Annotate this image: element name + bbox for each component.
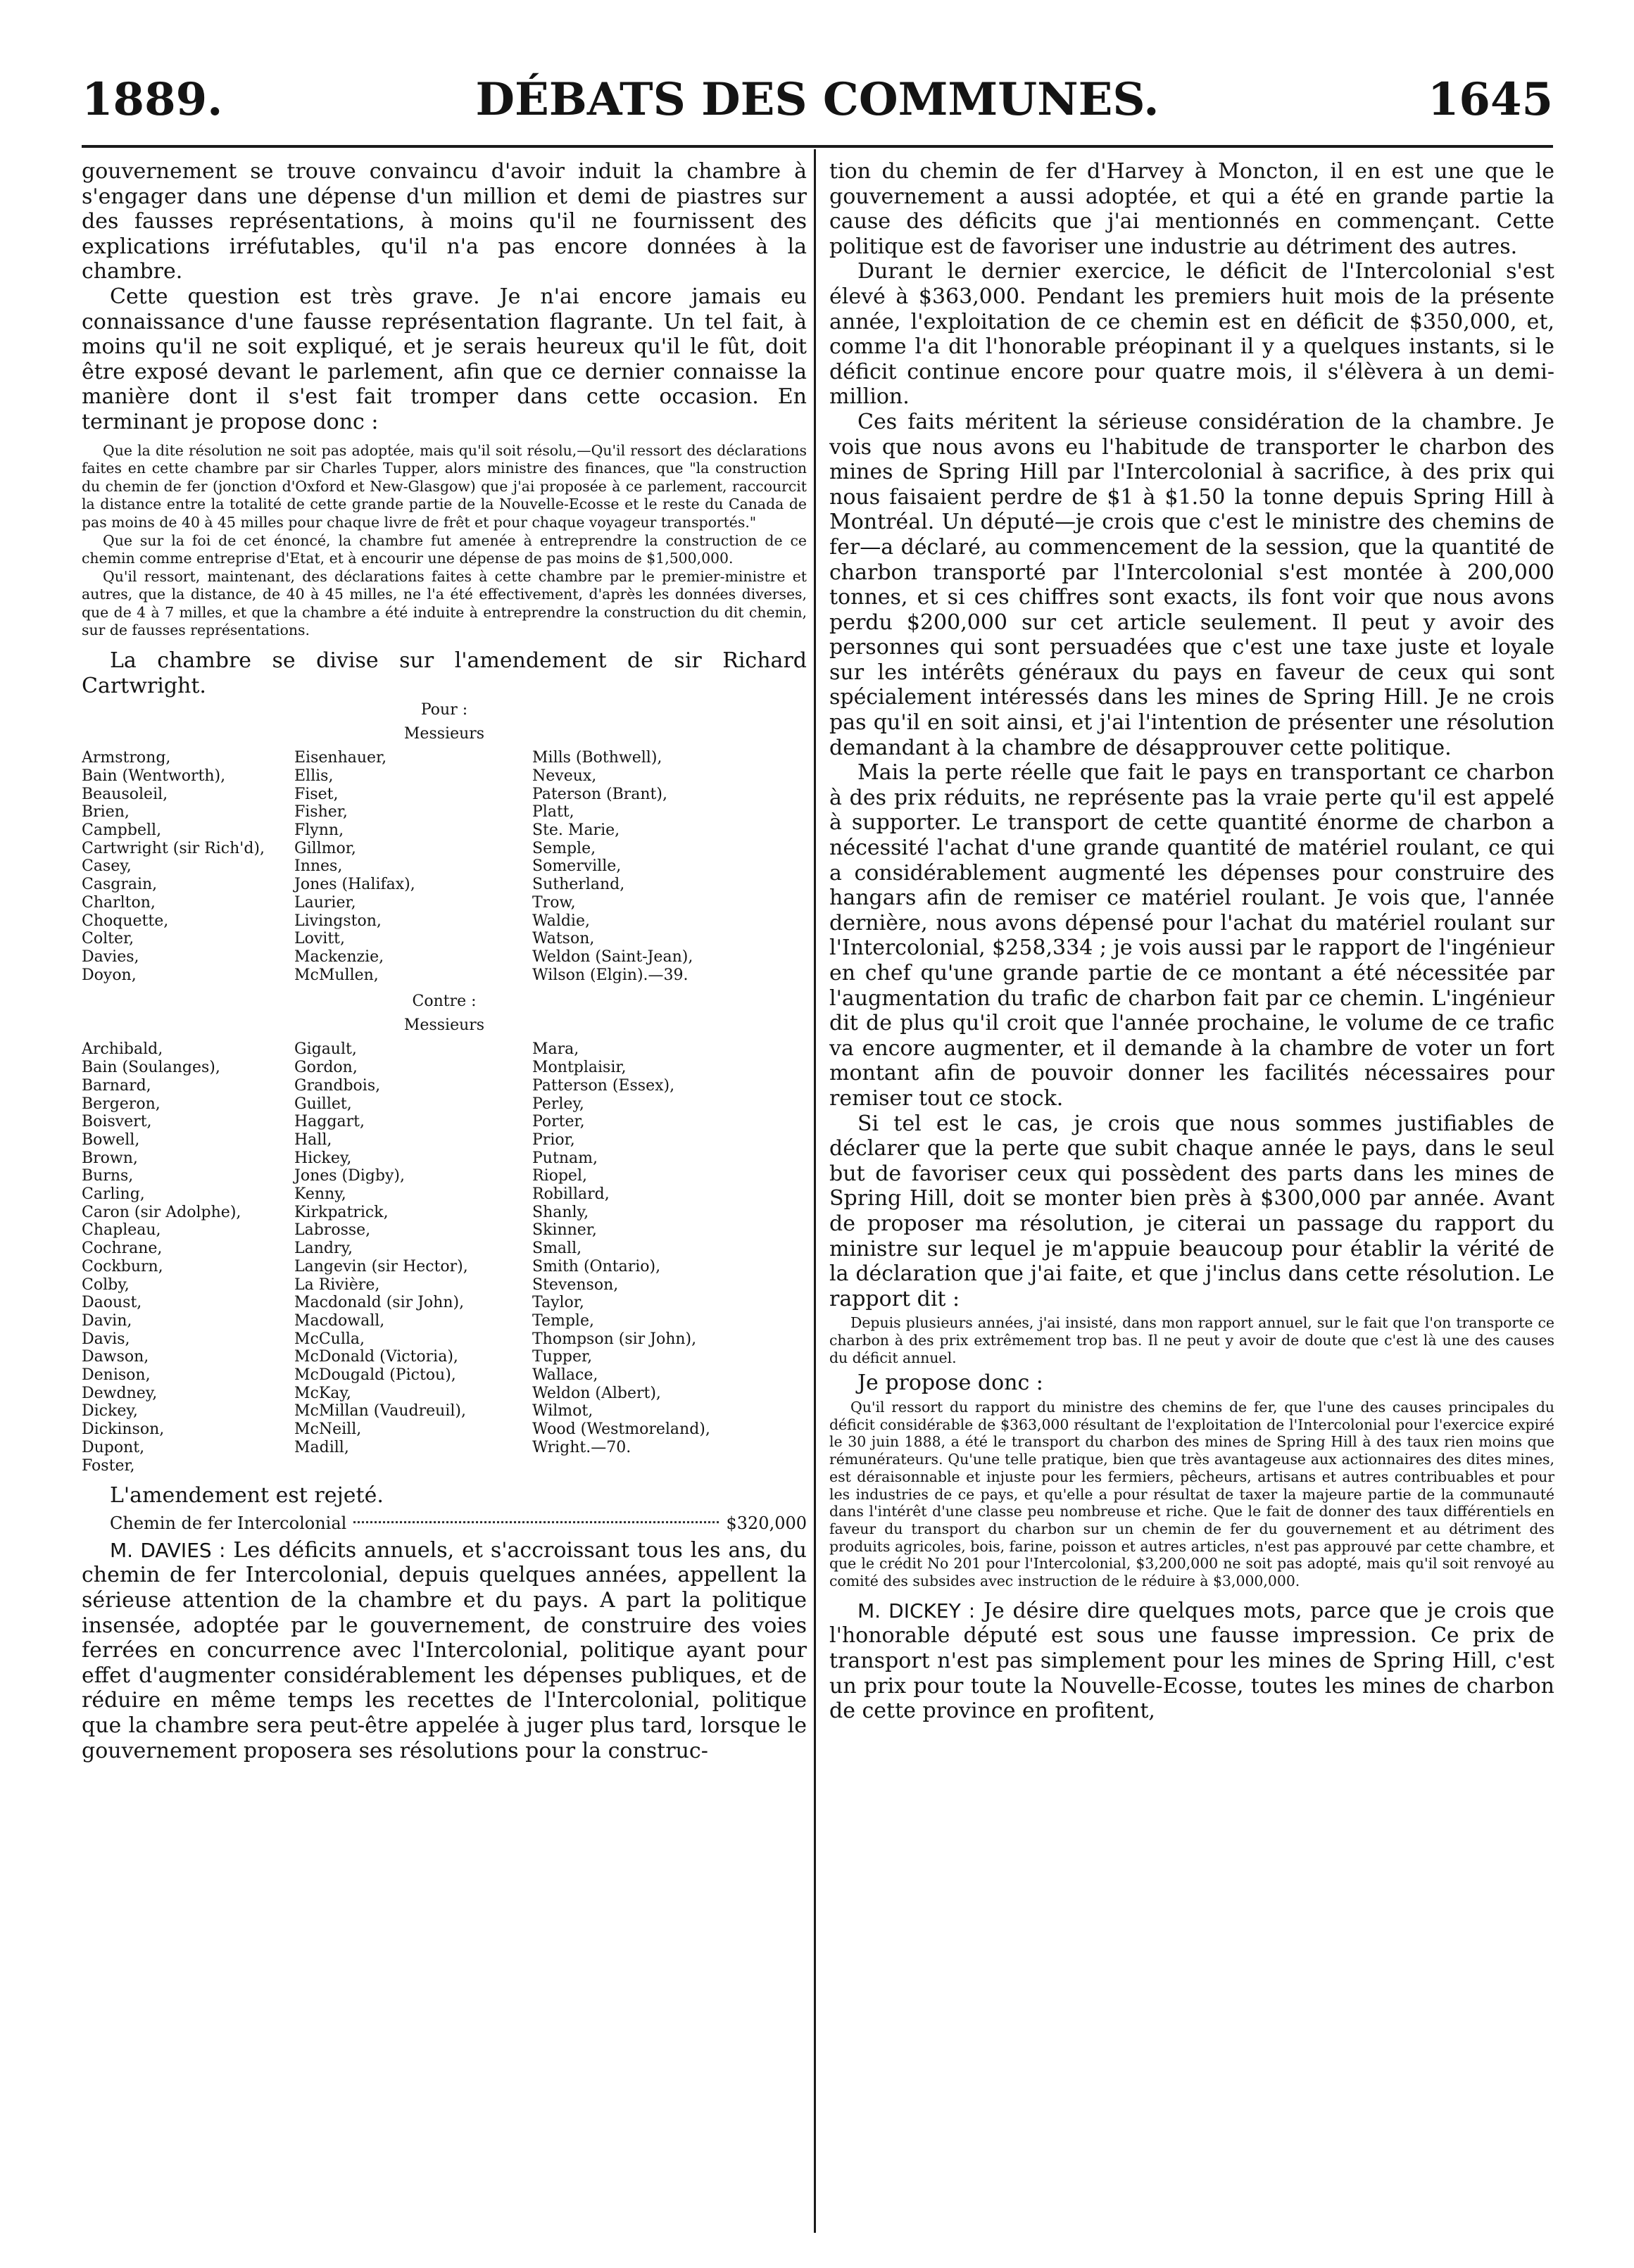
speech-davies: [82, 1538, 807, 1763]
member-name: Grandbois,: [294, 1076, 381, 1095]
member-name: McDougald (Pictou),: [294, 1366, 456, 1385]
member-name: Casey,: [82, 857, 132, 876]
member-name: McKay,: [294, 1384, 351, 1402]
resolution-text: [829, 1399, 1554, 1590]
member-name: Burns,: [82, 1167, 134, 1185]
member-name: Somerville,: [532, 857, 622, 876]
paragraph: Durant le dernier exercice, le déficit de l'Intercolonial s'est élevé à $363,000. Pendant les premiers huit mois de la présente année, l'exploitation de ce chemin est en déficit de $350,000, et, comme l'a dit l'honorable préopinant il y a quelques instants, si le déficit continue encore pour quatre mois, il s'élèvera à un demi-million.: [829, 259, 1554, 410]
member-name: Cockburn,: [82, 1257, 163, 1275]
member-name: Bain (Soulanges),: [82, 1059, 220, 1077]
member-name: Skinner,: [532, 1221, 597, 1240]
member-name: Hickey,: [294, 1149, 352, 1167]
member-name: Cochrane,: [82, 1240, 163, 1258]
header-year: 1889.: [82, 73, 223, 126]
member-name: Foster,: [82, 1456, 135, 1475]
member-name: Mara,: [532, 1040, 579, 1059]
member-name: Robillard,: [532, 1185, 610, 1204]
member-name: Macdowall,: [294, 1311, 385, 1330]
member-name: Kenny,: [294, 1185, 346, 1204]
amendment-result: L'amendement est rejeté.: [110, 1483, 384, 1508]
member-name: Thompson (sir John),: [532, 1330, 697, 1348]
motion-paragraph: Qu'il ressort, maintenant, des déclarations faites à cette chambre par le premier-ministre et autres, que la distance, de 40 à 45 milles, ne l'a été effectivement, d'après les données diverses, que de 4 à 7 milles, et que la chambre a été induite à entreprendre la construction du dit chemin, sur de fausses représentations.: [82, 567, 807, 639]
paragraph: Mais la perte réelle que fait le pays en transportant ce charbon à des prix réduits, ne représente pas la vraie perte qu'il est appelé à supporter. Le transport de cette quantité énorme de charbon a nécessité l'achat d'une grande quantité de matériel roulant, ce qui a considérablement augmenté les dépenses pour construire des hangars afin de remiser ce matériel roulant. Je vois que, l'année dernière, nous avons dépensé pour l'achat du matériel roulant sur l'Intercolonial, $258,334 ; je vois aussi par le rapport de l'ingénieur en chef qu'une grande partie de ce montant a été nécessitée par l'augmentation du trafic de charbon fait par ce chemin. L'ingénieur dit de plus qu'il croit que l'année prochaine, le volume de ce trafic va encore augmenter, et il demande à la chambre de voter un fort montant afin de pouvoir donner les facilités nécessaires pour remiser tout ce stock.: [829, 760, 1554, 1111]
member-name: Jones (Digby),: [294, 1167, 405, 1185]
member-name: McDonald (Victoria),: [294, 1348, 458, 1366]
messieurs-heading: Messieurs: [403, 725, 485, 743]
name-column: [294, 1040, 532, 1475]
member-name: Wallace,: [532, 1366, 598, 1385]
member-name: Fiset,: [294, 785, 339, 803]
member-name: Guillet,: [294, 1095, 352, 1113]
member-name: Perley,: [532, 1095, 584, 1113]
member-name: Trow,: [532, 893, 576, 912]
right-column: [829, 159, 1554, 2236]
paragraph: tion du chemin de fer d'Harvey à Moncton, il en est une que le gouvernement a aussi adoptée, et qui a été en grande partie la cause des déficits que j'ai mentionnés en commençant. Cette politique est de favoriser une industrie au détriment des autres.: [829, 159, 1554, 259]
name-column: [82, 1040, 294, 1475]
member-name: Doyon,: [82, 966, 137, 984]
member-name: Casgrain,: [82, 876, 158, 894]
member-name: Chapleau,: [82, 1221, 161, 1240]
paragraph: Je propose donc :: [857, 1371, 1043, 1396]
member-name: Laurier,: [294, 893, 356, 912]
member-name: Madill,: [294, 1438, 349, 1456]
member-name: Dickinson,: [82, 1420, 165, 1439]
member-name: Brown,: [82, 1149, 138, 1167]
member-name: Choquette,: [82, 912, 169, 930]
member-name: Mills (Bothwell),: [532, 749, 662, 767]
member-name: Brien,: [82, 803, 130, 821]
motion-paragraph: Que sur la foi de cet énoncé, la chambre fut amenée à entreprendre la construction de ce chemin comme entreprise d'Etat, et à encourir une dépense de pas moins de $1,500,000.: [82, 531, 807, 567]
member-name: Boisvert,: [82, 1113, 152, 1131]
motion-paragraph: Que la dite résolution ne soit pas adoptée, mais qu'il soit résolu,—Qu'il ressort des déclarations faites en cette chambre par sir Charles Tupper, alors ministre des finances, que "la construction du chemin de fer (jonction d'Oxford et New-Glasgow) que j'ai proposée à ce parlement, raccourcit la distance entre la totalité de cette grande partie de la Nouvelle-Ecosse et le reste du Canada de pas moins de 40 à 45 milles pour chaque livre de frêt et pour chaque voyageur transportés.": [82, 441, 807, 531]
member-name: McCulla,: [294, 1330, 365, 1348]
member-name: Davis,: [82, 1330, 130, 1348]
member-name: Prior,: [532, 1130, 575, 1149]
member-name: Wright.—70.: [532, 1438, 631, 1456]
member-name: Beausoleil,: [82, 785, 168, 803]
member-name: Charlton,: [82, 893, 156, 912]
column-divider: [814, 149, 816, 2233]
member-name: Archibald,: [82, 1040, 163, 1059]
member-name: Smith (Ontario),: [532, 1257, 661, 1275]
member-name: Wilmot,: [532, 1402, 593, 1420]
paragraph: Ces faits méritent la sérieuse considération de la chambre. Je vois que nous avons eu l'habitude de transporter le charbon des mines de Spring Hill par l'Intercolonial à sacrifice, à des prix qui nous faisaient perdre de $1 à $1.50 la tonne depuis Spring Hill à Montréal. Un député—je crois que c'est le ministre des chemins de fer—a déclaré, au commencement de la session, que la quantité de charbon transporté par l'Intercolonial s'est montée à 200,000 tonnes, et si ces chiffres sont exacts, ils font voir que nous avons perdu $200,000 sur cet article seulement. Il peut y avoir des personnes qui sont persuadées que c'est une taxe juste et loyale sur les intérêts généraux du pays en faveur de ceux qui sont spécialement intéressés dans les mines de Spring Hill. Je ne crois pas qu'il en soit ainsi, et j'ai l'intention de présenter une résolution demandant à la chambre de désapprouver cette politique.: [829, 409, 1554, 760]
motion-text: [82, 442, 807, 641]
member-name: Patterson (Essex),: [532, 1076, 675, 1095]
member-name: McMillan (Vaudreuil),: [294, 1402, 466, 1420]
member-name: Dewdney,: [82, 1384, 158, 1402]
member-name: Gillmor,: [294, 839, 356, 857]
pour-heading: Pour :: [420, 701, 468, 719]
member-name: Hall,: [294, 1130, 332, 1149]
member-name: Weldon (Albert),: [532, 1384, 661, 1402]
member-name: Landry,: [294, 1240, 353, 1258]
member-name: Bowell,: [82, 1130, 140, 1149]
member-name: Porter,: [532, 1113, 585, 1131]
messieurs-heading: Messieurs: [403, 1016, 485, 1035]
member-name: Colter,: [82, 930, 134, 948]
division-announcement: La chambre se divise sur l'amendement de sir Richard Cartwright.: [82, 648, 807, 698]
member-name: Putnam,: [532, 1149, 598, 1167]
member-name: McNeill,: [294, 1420, 362, 1439]
member-name: Bergeron,: [82, 1095, 161, 1113]
member-name: McMullen,: [294, 966, 379, 984]
member-name: Jones (Halifax),: [294, 876, 415, 894]
member-name: Temple,: [532, 1311, 594, 1330]
header-rule: [82, 145, 1553, 148]
contre-names: [82, 1040, 807, 1475]
member-name: Gordon,: [294, 1059, 358, 1077]
member-name: Ellis,: [294, 767, 334, 785]
paragraph: gouvernement se trouve convaincu d'avoir induit la chambre à s'engager dans une dépense d'un million et demi de piastres sur des fausses représentations, à moins qu'il ne fournissent des explications irréfutables, qu'il n'a pas encore données à la chambre.: [82, 159, 807, 284]
member-name: Labrosse,: [294, 1221, 371, 1240]
member-name: Davies,: [82, 947, 139, 966]
member-name: Innes,: [294, 857, 343, 876]
member-name: Livingston,: [294, 912, 382, 930]
header-page-number: 1645: [1427, 73, 1553, 126]
member-name: Haggart,: [294, 1113, 365, 1131]
resolution-paragraph: Qu'il ressort du rapport du ministre des chemins de fer, que l'une des causes principales du déficit considérable de $363,000 résultant de l'exploitation de l'Intercolonial pour l'exercice expiré le 30 juin 1888, a été le transport du charbon des mines de Spring Hill à des taux rien moins que rémunérateurs. Qu'une telle pratique, bien que très avantageuse aux actionnaires des dites mines, est déraisonnable et injuste pour les fermiers, pêcheurs, artisans et autres contribuables et pour les industries de ce pays, et qu'elle a pour résultat de taxer la majeure partie de la communauté dans l'intérêt d'une classe peu nombreuse et riche. Que le fait de donner des taux différentiels en faveur du transport du charbon sur un chemin de fer du gouvernement et au détriment des produits agricoles, bois, farine, poisson et autres articles, n'est pas approuvé par cette chambre, et que le crédit No 201 pour l'Intercolonial, $3,200,000 ne soit pas adopté, mais qu'il soit renvoyé au comité des subsides avec instruction de le réduire à $3,000,000.: [829, 1399, 1554, 1590]
name-column: [532, 1040, 807, 1475]
member-name: Dickey,: [82, 1402, 138, 1420]
paragraph: Si tel est le cas, je crois que nous sommes justifiables de déclarer que la perte que subit chaque année le pays, dans le seul but de favoriser ceux qui possèdent des parts dans les mines de Spring Hill, doit se monter bien près à $300,000 par année. Avant de proposer ma résolution, je citerai un passage du rapport du ministre sur lequel je m'appuie beaucoup pour établir la vérité de la déclaration que j'ai faite, et que j'inclus dans cette résolution. Le rapport dit :: [829, 1111, 1554, 1311]
speaker-name: M. DICKEY :: [857, 1599, 976, 1623]
speaker-name: M. DAVIES :: [110, 1538, 226, 1562]
member-name: Cartwright (sir Rich'd),: [82, 839, 265, 857]
member-name: Dawson,: [82, 1348, 149, 1366]
member-name: Flynn,: [294, 821, 344, 840]
member-name: Macdonald (sir John),: [294, 1294, 465, 1312]
name-column: [294, 749, 532, 984]
member-name: Daoust,: [82, 1294, 142, 1312]
member-name: La Rivière,: [294, 1275, 380, 1294]
member-name: Taylor,: [532, 1294, 584, 1312]
member-name: Bain (Wentworth),: [82, 767, 226, 785]
member-name: Semple,: [532, 839, 596, 857]
supply-item: [110, 1511, 807, 1535]
member-name: Denison,: [82, 1366, 151, 1385]
header-title: DÉBATS DES COMMUNES.: [475, 73, 1159, 126]
member-name: Wood (Westmoreland),: [532, 1420, 710, 1439]
member-name: Tupper,: [532, 1348, 593, 1366]
member-name: Stevenson,: [532, 1275, 619, 1294]
member-name: Small,: [532, 1240, 582, 1258]
speech-dickey: [829, 1599, 1554, 1724]
member-name: Wilson (Elgin).—39.: [532, 966, 689, 984]
paragraph: Cette question est très grave. Je n'ai encore jamais eu connaissance d'une fausse représentation flagrante. Un tel fait, à moins qu'il ne soit expliqué, et je serais heureux qu'il le fût, doit être exposé devant le parlement, afin que ce dernier connaisse la manière dont il s'est fait tromper dans cette occasion. En terminant je propose donc :: [82, 284, 807, 434]
member-name: Davin,: [82, 1311, 132, 1330]
member-name: Mackenzie,: [294, 947, 384, 966]
member-name: Gigault,: [294, 1040, 357, 1059]
member-name: Riopel,: [532, 1167, 587, 1185]
running-header: [82, 65, 1553, 135]
member-name: Eisenhauer,: [294, 749, 387, 767]
member-name: Fisher,: [294, 803, 348, 821]
member-name: Neveux,: [532, 767, 597, 785]
member-name: Ste. Marie,: [532, 821, 620, 840]
member-name: Lovitt,: [294, 930, 345, 948]
pour-names: [82, 749, 807, 984]
quote-paragraph: Depuis plusieurs années, j'ai insisté, dans mon rapport annuel, sur le fait que l'on transporte ce charbon à des prix extrêmement trop bas. Il ne peut y avoir de doute que c'est là une des causes du déficit annuel.: [829, 1314, 1554, 1366]
member-name: Caron (sir Adolphe),: [82, 1203, 241, 1221]
member-name: Watson,: [532, 930, 595, 948]
member-name: Armstrong,: [82, 749, 171, 767]
report-quote: [829, 1314, 1554, 1366]
member-name: Shanly,: [532, 1203, 589, 1221]
speech-text: Les déficits annuels, et s'accroissant tous les ans, du chemin de fer Intercolonial, depuis quelques années, appellent la sérieuse attention de la chambre et du pays. A part la politique insensée, adoptée par le gouvernement, de construire des voies ferrées en concurrence avec l'Intercolonial, politique ayant pour effet d'augmenter considérablement les dépenses publiques, et de réduire en même temps les recettes de l'Intercolonial, politique que la chambre sera peut-être appelée à juger plus tard, lorsque le gouvernement proposera ses résolutions pour la construc-: [82, 1537, 807, 1763]
member-name: Dupont,: [82, 1438, 145, 1456]
member-name: Montplaisir,: [532, 1059, 627, 1077]
name-column: [532, 749, 807, 984]
supply-item-amount: $320,000: [726, 1513, 807, 1533]
name-column: [82, 749, 294, 984]
member-name: Campbell,: [82, 821, 162, 840]
member-name: Langevin (sir Hector),: [294, 1257, 468, 1275]
member-name: Colby,: [82, 1275, 130, 1294]
supply-item-label: Chemin de fer Intercolonial: [110, 1513, 347, 1533]
member-name: Carling,: [82, 1185, 145, 1204]
contre-heading: Contre :: [412, 993, 477, 1011]
member-name: Paterson (Brant),: [532, 785, 667, 803]
member-name: Barnard,: [82, 1076, 151, 1095]
member-name: Kirkpatrick,: [294, 1203, 389, 1221]
speech-text: Je désire dire quelques mots, parce que je crois que l'honorable député est sous une fausse impression. Ce prix de transport n'est pas simplement pour les mines de Spring Hill, c'est un prix pour toute la Nouvelle-Ecosse, toutes les mines de charbon de cette province en profitent,: [829, 1598, 1554, 1724]
member-name: Weldon (Saint-Jean),: [532, 947, 693, 966]
left-column: [82, 159, 807, 2236]
member-name: Platt,: [532, 803, 574, 821]
member-name: Sutherland,: [532, 876, 625, 894]
member-name: Waldie,: [532, 912, 590, 930]
leader-dots: [353, 1521, 719, 1523]
